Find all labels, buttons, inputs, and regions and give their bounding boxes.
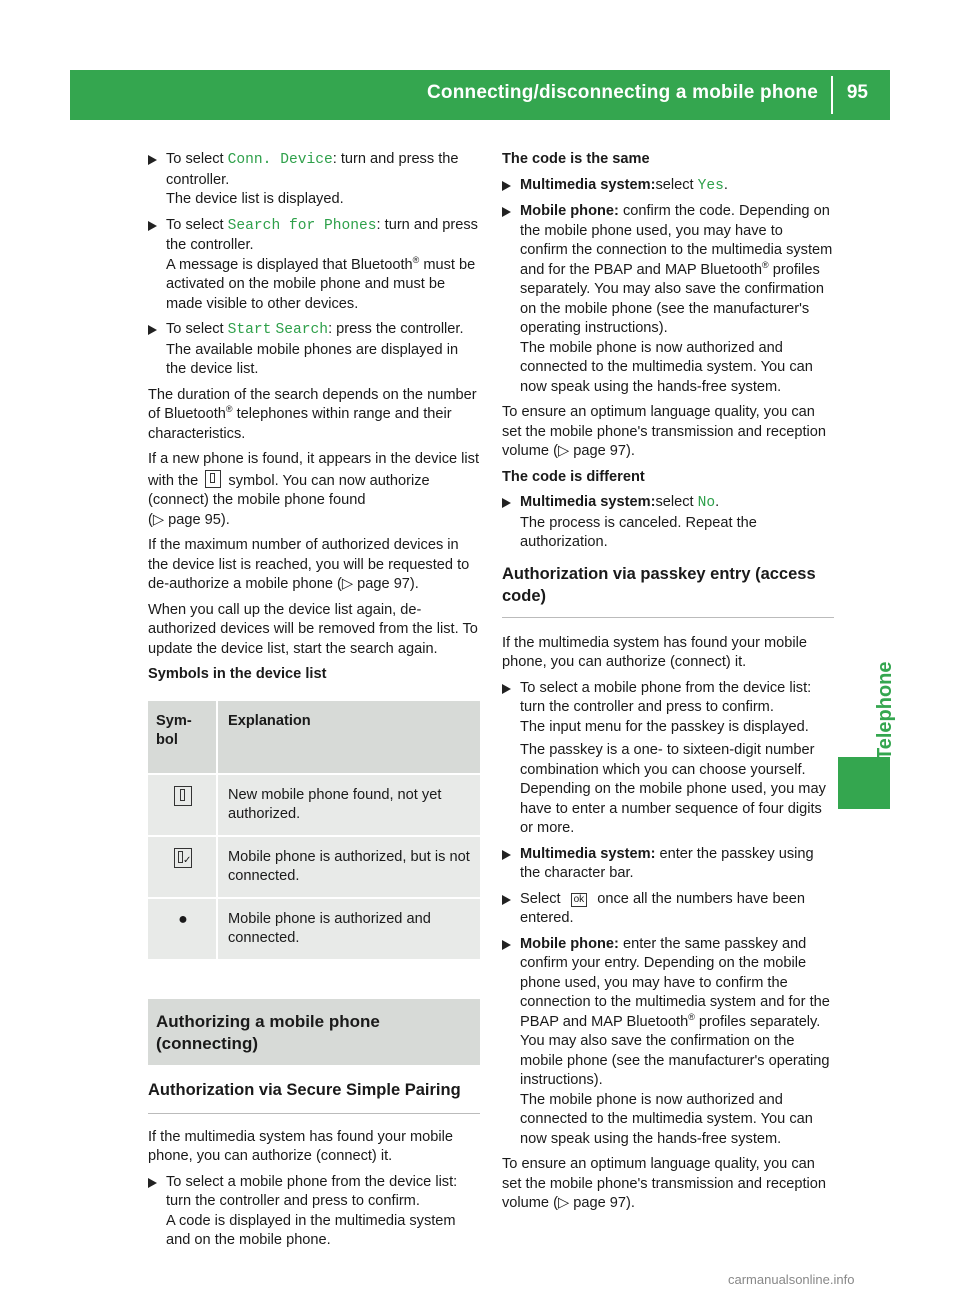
header-title: Connecting/disconnecting a mobile phone [427,82,818,103]
step-arrow-icon [148,155,157,165]
page-reference: (▷ page 95). [148,511,230,528]
paragraph-ssp: If the multimedia system has found your mobile phone, you can authorize (connect) it. [148,1128,453,1164]
menu-item-search: Search [275,322,329,338]
mobile-phone-new-icon [205,470,221,488]
menu-item-no: No [697,495,716,511]
code-same-heading: The code is the same [502,151,650,167]
menu-item-conn-device: Conn. Device [227,152,333,168]
ok-button-icon: ok [571,893,588,907]
passkey-heading: Authorization via passkey entry (access code) [502,563,834,618]
step-arrow-icon [502,498,511,508]
step-arrow-icon [148,221,157,231]
paragraph-passkey: If the multimedia system has found your mobile phone, you can authorize (connect) it. [502,634,807,670]
paragraph-search-duration: The duration of the search depends on the number of Bluetooth® telephones within range and their characteristics. [148,386,477,442]
step-pk-select: To select a mobile phone from the device list: turn the controller and press to confirm. The input menu for the passkey is displayed. The passkey is a one- to sixteen-digit number combination which you can choose yourself. Depending on the mobile phone used, you may have to enter a number sequence of four digits or more. [502,679,834,839]
table-header-explanation: Explanation [216,701,480,773]
table-header-row [148,701,480,775]
step-search-for-phones: To select Search for Phones: turn and press the controller. A message is displayed that Bluetooth® must be activated on the mobile phone and must be made visible to other devices. [148,216,480,315]
step-different-multimedia: Multimedia system:select No. The process is canceled. Repeat the authorization. [502,493,834,553]
step-conn-device: To select Conn. Device: turn and press the controller. The device list is displayed. [148,150,480,210]
step-arrow-icon [502,684,511,694]
side-tab-label: Telephone [874,661,896,760]
mobile-phone-new-icon [174,786,192,806]
step-start-search: To select Start Search: press the controller. The available mobile phones are displayed in the device list. [148,320,480,380]
step-arrow-icon [148,1178,157,1188]
page-number: 95 [846,82,868,103]
step-same-mobile: Mobile phone: confirm the code. Depending on the mobile phone used, you may have to confirm the connection to the multimedia system and for the PBAP and MAP Bluetooth® profiles separately. You may also save the confirmation on the mobile phone (see the manufacturer's operating instructions). The mobile phone is now authorized and connected to the multimedia system. You can now speak using the hands-free system. [502,202,834,397]
step-ssp-select: To select a mobile phone from the device list: turn the controller and press to confirm. A code is displayed in the multimedia system and on the mobile phone. [148,1173,480,1251]
table-header-symbol: Sym- bol [156,712,192,748]
table-row: New mobile phone found, not yet authorized. [148,775,480,837]
step-arrow-icon [502,207,511,217]
step-arrow-icon [502,181,511,191]
right-column [502,150,834,1220]
step-same-multimedia: Multimedia system:select Yes. [502,176,834,197]
paragraph-update-list: When you call up the device list again, de-authorized devices will be removed from the list. To update the device list, start the search again. [148,601,478,657]
step-pk-ok: Select ok once all the numbers have been entered. [502,890,834,929]
paragraph-max-devices: If the maximum number of authorized devices in the device list is reached, you will be requested to de-authorize a mobile phone (▷ page 97). [148,537,470,592]
paragraph-quality: To ensure an optimum language quality, you can set the mobile phone's transmission and reception volume (▷ page 97). [502,404,827,459]
menu-item-yes: Yes [697,177,724,194]
paragraph-new-phone: If a new phone is found, it appears in the device list with the symbol. You can now authorize (connect) the mobile phone found (▷ page 95). [148,451,479,528]
section-heading: Authorizing a mobile phone (connecting) [148,999,480,1065]
connected-dot-icon: ● [178,910,188,928]
header-divider [831,76,833,114]
table-row: ✓ Mobile phone is authorized, but is not connected. [148,837,480,899]
step-arrow-icon [148,325,157,335]
code-different-heading: The code is different [502,468,645,485]
side-tab [848,661,896,960]
footer-watermark: carmanualsonline.info [728,1272,855,1287]
step-pk-mobile: Mobile phone: enter the same passkey and confirm your entry. Depending on the mobile phone used, you may have to confirm the connection to the multimedia system and for the PBAP and MAP Bluetooth® profiles separately. You may also save the confirmation on the mobile phone (see the manufacturer's operating instructions). The mobile phone is now authorized and connected to the multimedia system. You can now speak using the hands-free system. [502,935,834,1150]
mobile-phone-authorized-icon: ✓ [174,848,192,868]
table-row: ● Mobile phone is authorized and connected. [148,899,480,959]
paragraph-pk-quality: To ensure an optimum language quality, you can set the mobile phone's transmission and reception volume (▷ page 97). [502,1156,827,1211]
left-column [148,150,480,1257]
symbols-heading: Symbols in the device list [148,666,327,682]
page-header [70,70,890,120]
step-arrow-icon [502,850,511,860]
step-pk-multimedia: Multimedia system: enter the passkey using the character bar. [502,845,834,884]
step-arrow-icon [502,895,511,905]
menu-item-start: Start [227,322,272,338]
step-arrow-icon [502,940,511,950]
subsection-heading-ssp: Authorization via Secure Simple Pairing [148,1079,480,1114]
symbols-table [148,701,480,959]
menu-item-search-for-phones: Search for Phones [227,217,377,234]
